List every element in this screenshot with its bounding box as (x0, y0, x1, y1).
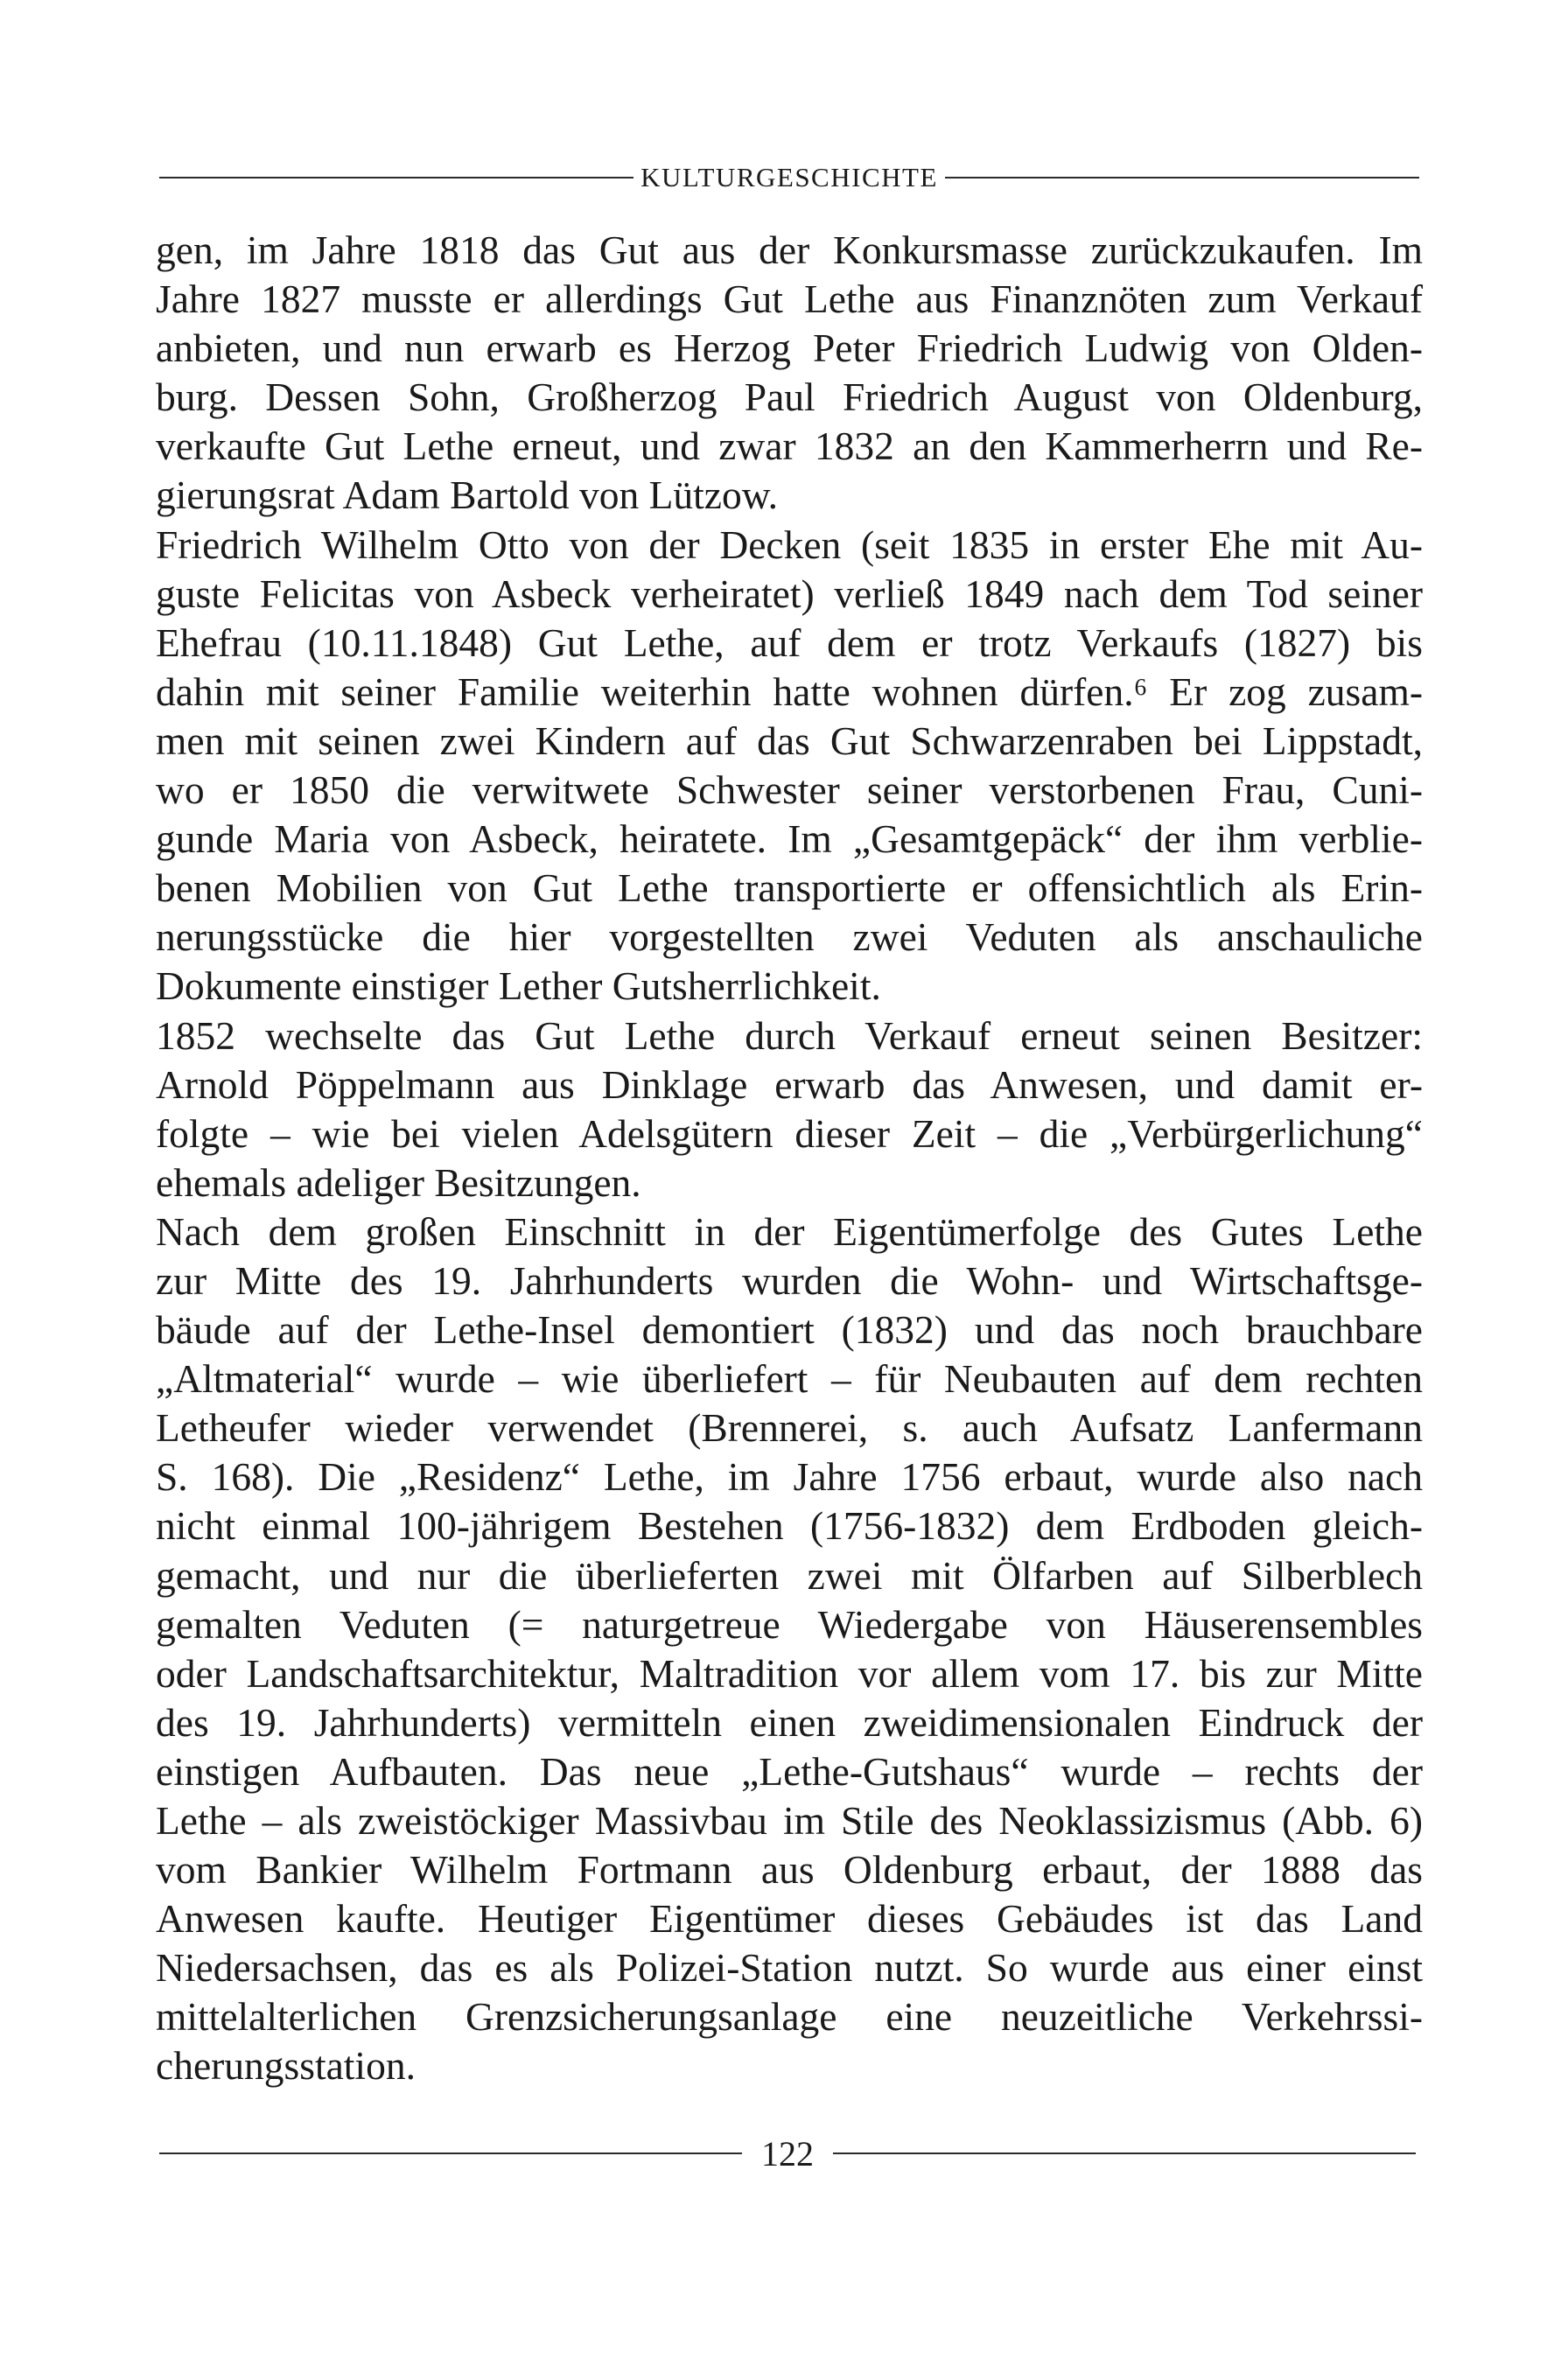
page-number: 122 (761, 2133, 814, 2174)
text-line: Arnold Pöppelmann aus Dinklage erwarb das Anwesen, und damit er- (156, 1061, 1423, 1107)
text-line: Letheufer wieder verwendet (Brennerei, s. auch Aufsatz Lanfermann (156, 1405, 1423, 1451)
text-line: Friedrich Wilhelm Otto von der Decken (seit 1835 in erster Ehe mit Au- (156, 522, 1423, 567)
footer-rule-left (159, 2152, 742, 2154)
text-line: mittelalterlichen Grenzsicherungsanlage eine neuzeitliche Verkehrssi- (156, 1994, 1423, 2040)
text-line: zur Mitte des 19. Jahrhunderts wurden die Wohn- und Wirtschaftsge- (156, 1257, 1423, 1303)
header-rule-right (945, 177, 1419, 178)
text-line: verkaufte Gut Lethe erneut, und zwar 1832 an den Kammerherrn und Re- (156, 424, 1423, 469)
text-line: einstigen Aufbauten. Das neue „Lethe-Gutshaus“ wurde – rechts der (156, 1748, 1423, 1794)
text-line: 1852 wechselte das Gut Lethe durch Verkauf erneut seinen Besitzer: (156, 1012, 1423, 1058)
text-line: Niedersachsen, das es als Polizei-Station nutzt. So wurde aus einer einst (156, 1945, 1423, 1991)
text-line: folgte – wie bei vielen Adelsgütern dieser Zeit – die „Verbürgerlichung“ (156, 1110, 1423, 1156)
text-line: oder Landschaftsarchitektur, Maltradition vor allem vom 17. bis zur Mitte (156, 1650, 1423, 1696)
text-line: Ehefrau (10.11.1848) Gut Lethe, auf dem er trotz Verkaufs (1827) bis (156, 620, 1423, 665)
text-line: vom Bankier Wilhelm Fortmann aus Oldenburg erbaut, der 1888 das (156, 1847, 1423, 1893)
text-line: gierungsrat Adam Bartold von Lützow. (156, 472, 779, 518)
text-line: Nach dem großen Einschnitt in der Eigentümerfolge des Gutes Lethe (156, 1208, 1423, 1254)
running-header (159, 156, 1419, 200)
text-line: gunde Maria von Asbeck, heiratete. Im „Gesamtgepäck“ der ihm verblie- (156, 816, 1423, 862)
text-line: „Altmaterial“ wurde – wie überliefert – für Neubauten auf dem rechten (156, 1356, 1423, 1402)
text-line: des 19. Jahrhunderts) vermitteln einen zweidimensionalen Eindruck der (156, 1699, 1423, 1745)
text-line: dahin mit seiner Familie weiterhin hatte wohnen dürfen.⁶ Er zog zusam- (156, 668, 1423, 714)
text-line: S. 168). Die „Residenz“ Lethe, im Jahre 1756 erbaut, wurde also nach (156, 1454, 1423, 1500)
header-rule-left (159, 177, 634, 178)
page-footer (159, 2132, 1416, 2175)
text-line: burg. Dessen Sohn, Großherzog Paul Friedrich August von Oldenburg, (156, 374, 1423, 420)
footer-rule-right (833, 2152, 1416, 2154)
text-line: bäude auf der Lethe-Insel demontiert (1832) und das noch brauchbare (156, 1307, 1423, 1353)
text-line: men mit seinen zwei Kindern auf das Gut Schwarzenraben bei Lippstadt, (156, 718, 1423, 763)
text-line: Anwesen kaufte. Heutiger Eigentümer dieses Gebäudes ist das Land (156, 1896, 1423, 1942)
body-text (156, 226, 1423, 2091)
text-line: nicht einmal 100-jährigem Bestehen (1756-1832) dem Erdboden gleich- (156, 1503, 1423, 1549)
text-line: gemacht, und nur die überlieferten zwei mit Ölfarben auf Silberblech (156, 1552, 1423, 1598)
text-line: wo er 1850 die verwitwete Schwester seiner verstorbenen Frau, Cuni- (156, 767, 1423, 813)
header-title: KULTURGESCHICHTE (640, 162, 938, 192)
text-line: cherungsstation. (156, 2043, 416, 2089)
text-line: anbieten, und nun erwarb es Herzog Peter Friedrich Ludwig von Olden- (156, 326, 1423, 371)
text-line: ehemals adeliger Besitzungen. (156, 1159, 641, 1205)
text-line: nerungsstücke die hier vorgestellten zwei Veduten als anschauliche (156, 914, 1423, 960)
text-line: gen, im Jahre 1818 das Gut aus der Konkursmasse zurückzukaufen. Im (156, 228, 1423, 272)
text-line: gemalten Veduten (= naturgetreue Wiedergabe von Häuserensembles (156, 1601, 1423, 1647)
text-line: Lethe – als zweistöckiger Massivbau im Stile des Neoklassizismus (Abb. 6) (156, 1798, 1423, 1843)
text-line: benen Mobilien von Gut Lethe transportierte er offensichtlich als Erin- (156, 865, 1423, 911)
text-line: guste Felicitas von Asbeck verheiratet) verließ 1849 nach dem Tod seiner (156, 570, 1423, 616)
text-line: Jahre 1827 musste er allerdings Gut Lethe aus Finanznöten zum Verkauf (156, 276, 1423, 322)
text-line: Dokumente einstiger Lether Gutsherrlichkeit. (156, 963, 881, 1009)
